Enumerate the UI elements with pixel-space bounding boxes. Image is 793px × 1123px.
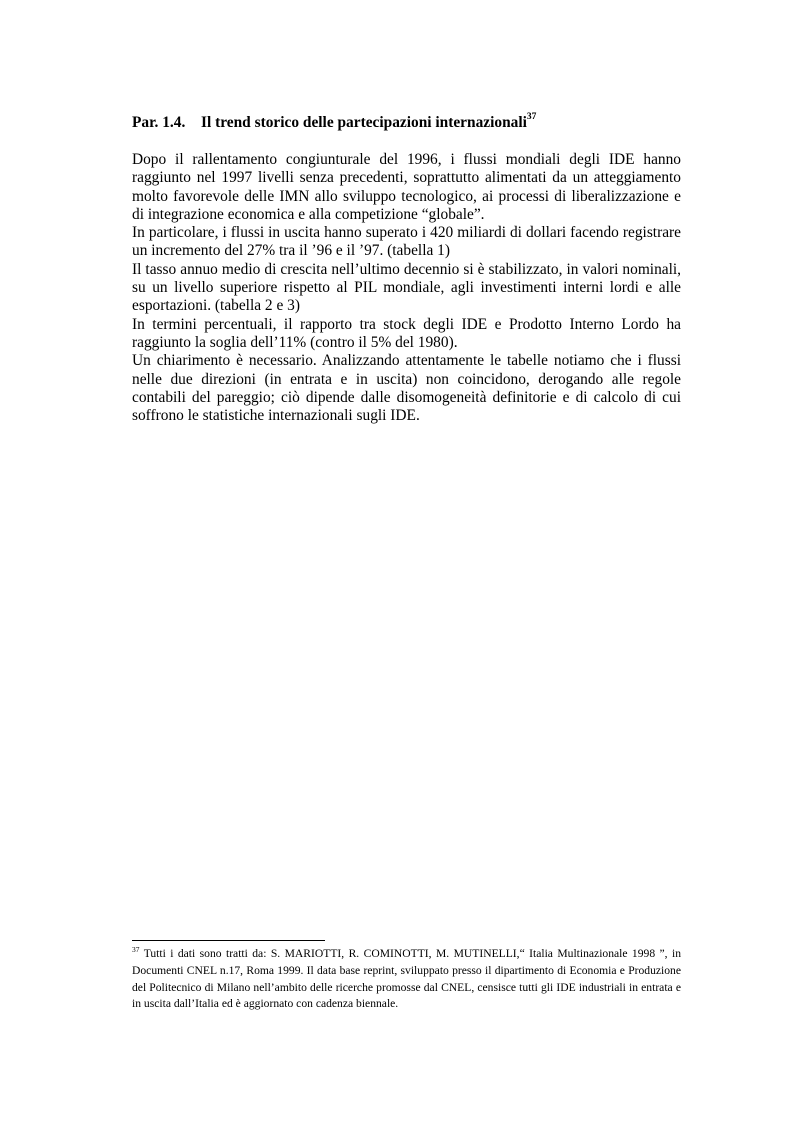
footnote-text: Tutti i dati sono tratti da: S. MARIOTTI, R. COMINOTTI, M. MUTINELLI,“ Italia Multinazionale 1998 ”, in Documenti CNEL n.17, Roma 1999. Il data base reprint, sviluppato presso il dipartimento di Economia e Produzione del Politecnico di Milano nell’ambito delle ricerche promosse dal CNEL, censisce tutti gli IDE industriali in entrata e in uscita dall’Italia ed è aggiornato con cadenza biennale.: [132, 947, 681, 1011]
footnote: [132, 946, 681, 1013]
paragraph-5: Un chiarimento è necessario. Analizzando attentamente le tabelle notiamo che i flussi nelle due direzioni (in entrata e in uscita) non coincidono, derogando alle regole contabili del pareggio; ciò dipende dalle disomogeneità definitorie e di calcolo di cui soffrono le statistiche internazionali sugli IDE.: [132, 352, 681, 425]
section-heading: [132, 113, 536, 133]
footnote-marker: 37: [132, 945, 140, 955]
paragraph-2: In particolare, i flussi in uscita hanno superato i 420 miliardi di dollari facendo registrare un incremento del 27% tra il ’96 e il ’97. (tabella 1): [132, 224, 681, 260]
paragraph-3: Il tasso annuo medio di crescita nell’ultimo decennio si è stabilizzato, in valori nominali, su un livello superiore rispetto al PIL mondiale, agli investimenti interni lordi e alle esportazioni. (tabella 2 e 3): [132, 260, 681, 315]
footnote-separator: [132, 940, 325, 941]
section-title: Il trend storico delle partecipazioni internazionali: [201, 114, 527, 131]
section-number: Par. 1.4.: [132, 114, 186, 131]
body-text: [132, 151, 681, 425]
paragraph-4: In termini percentuali, il rapporto tra stock degli IDE e Prodotto Interno Lordo ha raggiunto la soglia dell’11% (contro il 5% del 1980).: [132, 315, 681, 351]
footnote-reference[interactable]: 37: [526, 111, 537, 122]
paragraph-1: Dopo il rallentamento congiunturale del 1996, i flussi mondiali degli IDE hanno raggiunto nel 1997 livelli senza precedenti, soprattutto alimentati da un atteggiamento molto favorevole delle IMN allo sviluppo tecnologico, ai processi di liberalizzazione e di integrazione economica e alla competizione “globale”.: [132, 151, 681, 223]
